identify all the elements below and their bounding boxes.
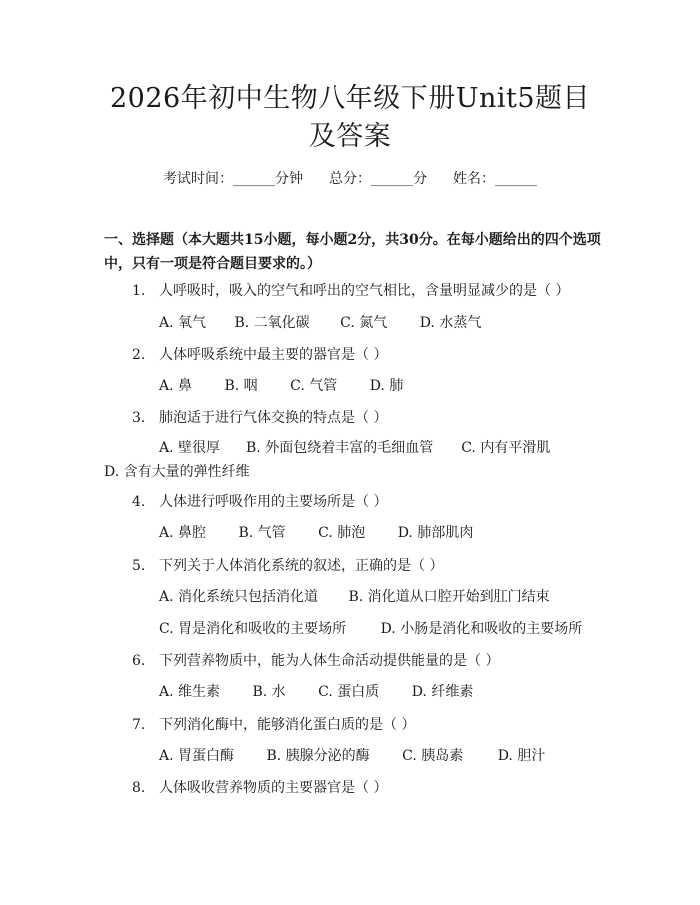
option: C. 氮气 <box>340 315 388 331</box>
option: B. 二氧化碳 <box>234 315 310 331</box>
options-row <box>159 682 473 702</box>
student-name: 姓名：______ <box>453 171 537 187</box>
question <box>132 492 387 512</box>
options-row <box>159 313 481 333</box>
option: C. 胃是消化和吸收的主要场所 <box>159 621 347 637</box>
option: D. 肺部肌肉 <box>397 525 474 541</box>
option: C. 内有平滑肌 <box>461 440 551 456</box>
question-number: 4. <box>132 494 146 510</box>
option: B. 气管 <box>238 525 286 541</box>
question-text: 人体呼吸系统中最主要的器官是（ ） <box>159 347 388 363</box>
question-number: 5. <box>132 558 146 574</box>
question <box>132 651 499 671</box>
question-text: 人体吸收营养物质的主要器官是（ ） <box>159 780 388 796</box>
option: C. 气管 <box>290 378 338 394</box>
option: B. 消化道从口腔开始到肛门结束 <box>348 589 550 605</box>
option: A. 鼻 <box>159 378 193 394</box>
option: A. 胃蛋白酶 <box>159 748 235 764</box>
exam-time: 考试时间：______分钟 <box>163 171 303 187</box>
question-number: 7. <box>132 717 146 733</box>
option: C. 蛋白质 <box>318 684 380 700</box>
question-text: 肺泡适于进行气体交换的特点是（ ） <box>159 410 388 426</box>
question <box>132 408 387 428</box>
question-number: 2. <box>132 347 146 363</box>
option: B. 水 <box>252 684 286 700</box>
option: A. 鼻腔 <box>159 525 207 541</box>
exam-meta <box>0 169 700 189</box>
option: A. 消化系统只包括消化道 <box>159 589 319 605</box>
options-row <box>159 746 545 766</box>
question-text: 人体进行呼吸作用的主要场所是（ ） <box>159 494 388 510</box>
question <box>132 556 443 576</box>
page-title: 2026年初中生物八年级下册Unit5题目及答案 <box>109 83 591 152</box>
option: B. 外面包绕着丰富的毛细血管 <box>246 440 434 456</box>
question <box>132 281 569 301</box>
section-heading: 一、选择题（本大题共15小题，每小题2分，共30分。在每小题给出的四个选项中，只有一项是符合题目要求的。） <box>104 232 601 272</box>
option: D. 水蒸气 <box>419 315 482 331</box>
option: D. 含有大量的弹性纤维 <box>104 464 250 480</box>
option: C. 肺泡 <box>318 525 366 541</box>
option: D. 胆汁 <box>497 748 546 764</box>
question-number: 6. <box>132 653 146 669</box>
option: D. 肺 <box>369 378 404 394</box>
question-text: 下列营养物质中，能为人体生命活动提供能量的是（ ） <box>159 653 500 669</box>
question-text: 下列消化酶中，能够消化蛋白质的是（ ） <box>159 717 416 733</box>
options-row <box>159 619 582 639</box>
option: A. 壁很厚 <box>159 440 221 456</box>
option: A. 氧气 <box>159 315 207 331</box>
option: B. 咽 <box>224 378 258 394</box>
question <box>132 778 387 798</box>
option: D. 小肠是消化和吸收的主要场所 <box>380 621 583 637</box>
option: A. 维生素 <box>159 684 221 700</box>
question-text: 人呼吸时，吸入的空气和呼出的空气相比，含量明显减少的是（ ） <box>159 283 570 299</box>
question-text: 下列关于人体消化系统的叙述，正确的是（ ） <box>159 558 444 574</box>
option: C. 胰岛素 <box>402 748 464 764</box>
question <box>132 345 387 365</box>
options-row <box>104 436 574 484</box>
question-number: 1. <box>132 283 146 299</box>
options-row <box>159 376 403 396</box>
option: D. 纤维素 <box>411 684 474 700</box>
options-row <box>159 523 473 543</box>
exam-score: 总分：______分 <box>329 171 427 187</box>
question-number: 3. <box>132 410 146 426</box>
option: B. 胰腺分泌的酶 <box>266 748 370 764</box>
options-row <box>159 587 550 607</box>
question-number: 8. <box>132 780 146 796</box>
question <box>132 715 415 735</box>
